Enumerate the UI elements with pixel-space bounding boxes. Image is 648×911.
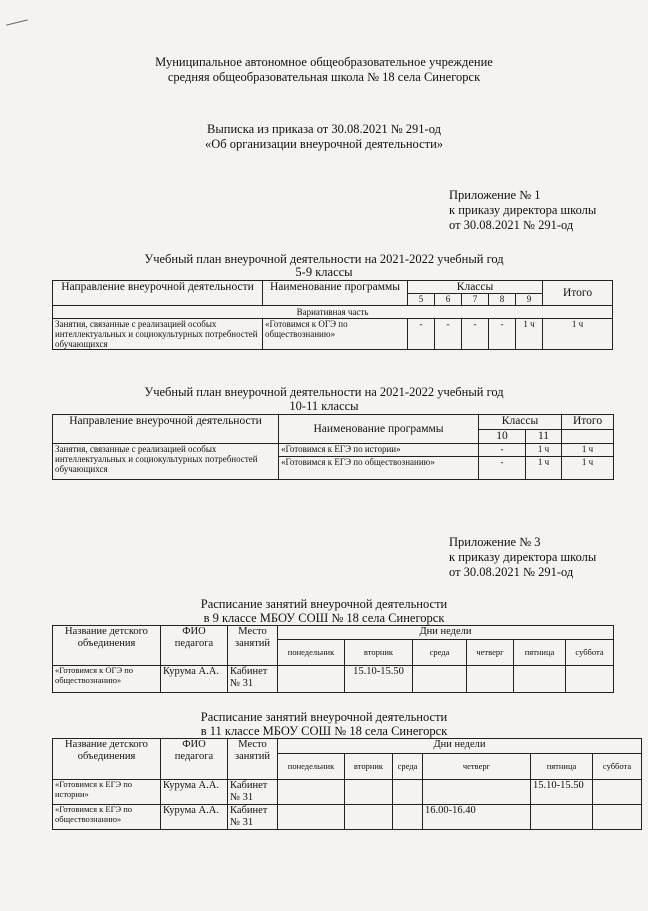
sched2-row1-place: Кабинет № 31	[228, 780, 278, 805]
plan1-row-program: «Готовимся к ОГЭ по обществознанию»	[263, 319, 408, 350]
plan2-row1-program: «Готовимся к ЕГЭ по истории»	[279, 444, 479, 457]
appendix3-line-1: Приложение № 3	[449, 535, 541, 549]
plan2-header-classes: Классы	[479, 415, 562, 430]
extract-subtitle: «Об организации внеурочной деятельности»	[204, 137, 444, 151]
plan2-total-empty	[562, 430, 614, 444]
plan2-table	[52, 414, 614, 480]
org-name-line-1: Муниципальное автономное общеобразовательное учреждение	[155, 55, 493, 69]
sched2-day-saturday: суббота	[593, 754, 642, 780]
plan2-row2-program: «Готовимся к ЕГЭ по обществознанию»	[279, 457, 479, 480]
sched1-row-monday	[278, 666, 345, 693]
plan2-row2-total: 1 ч	[562, 457, 614, 480]
sched2-row1-thursday	[423, 780, 531, 805]
appendix1-line-1: Приложение № 1	[449, 188, 541, 202]
plan2-row2-grade-10: -	[479, 457, 526, 480]
sched2-table	[52, 738, 642, 830]
plan1-row-direction: Занятия, связанные с реализацией особых интеллектуальных и социокультурных потребностей обучающихся	[53, 319, 263, 350]
plan1-row-total: 1 ч	[543, 319, 613, 350]
sched2-day-tuesday: вторник	[345, 754, 393, 780]
appendix3-line-3: от 30.08.2021 № 291-од	[449, 565, 574, 579]
sched2-row1-teacher: Курума А.А.	[161, 780, 228, 805]
sched2-day-wednesday: среда	[393, 754, 423, 780]
plan1-table	[52, 280, 613, 350]
sched1-header-name: Название детского объединения	[53, 626, 161, 666]
sched1-day-tuesday: вторник	[345, 640, 413, 666]
sched2-row1-wednesday	[393, 780, 423, 805]
sched2-day-monday: понедельник	[278, 754, 345, 780]
sched2-row2-friday	[531, 805, 593, 830]
sched2-row1-name: «Готовимся к ЕГЭ по истории»	[53, 780, 161, 805]
plan2-row1-total: 1 ч	[562, 444, 614, 457]
sched1-row-saturday	[566, 666, 614, 693]
plan1-grade-8: 8	[489, 294, 516, 306]
plan1-header-direction: Направление внеурочной деятельности	[53, 281, 263, 306]
scan-mark	[6, 19, 28, 25]
plan1-row-grade-6: -	[435, 319, 462, 350]
sched2-row2-place: Кабинет № 31	[228, 805, 278, 830]
plan2-grade-11: 11	[526, 430, 562, 444]
plan2-grade-10: 10	[479, 430, 526, 444]
plan2-subtitle: 10-11 классы	[289, 399, 359, 413]
plan2-direction: Занятия, связанные с реализацией особых интеллектуальных и социокультурных потребностей обучающихся	[53, 444, 279, 480]
plan2-header-program: Наименование программы	[279, 415, 479, 444]
sched1-day-saturday: суббота	[566, 640, 614, 666]
plan1-header-classes: Классы	[408, 281, 543, 294]
sched1-row-wednesday	[413, 666, 467, 693]
appendix1-line-3: от 30.08.2021 № 291-од	[449, 218, 574, 232]
plan1-header-total: Итого	[543, 281, 613, 306]
plan2-row1-grade-10: -	[479, 444, 526, 457]
sched2-header-name: Название детского объединения	[53, 739, 161, 780]
plan1-row-grade-7: -	[462, 319, 489, 350]
sched1-table	[52, 625, 614, 693]
sched2-row2-saturday	[593, 805, 642, 830]
plan1-row-grade-8: -	[489, 319, 516, 350]
sched1-day-wednesday: среда	[413, 640, 467, 666]
plan1-row-grade-9: 1 ч	[516, 319, 543, 350]
plan2-row2-grade-11: 1 ч	[526, 457, 562, 480]
sched2-row2-name: «Готовимся к ЕГЭ по обществознанию»	[53, 805, 161, 830]
sched1-row-name: «Готовимся к ОГЭ по обществознанию»	[53, 666, 161, 693]
sched1-row-place: Кабинет № 31	[228, 666, 278, 693]
plan1-header-program: Наименование программы	[263, 281, 408, 306]
sched1-row-thursday	[467, 666, 514, 693]
sched1-day-friday: пятница	[514, 640, 566, 666]
plan2-header-direction: Направление внеурочной деятельности	[53, 415, 279, 444]
sched1-day-thursday: четверг	[467, 640, 514, 666]
sched1-row-teacher: Курума А.А.	[161, 666, 228, 693]
sched2-row2-teacher: Курума А.А.	[161, 805, 228, 830]
sched2-header-days: Дни недели	[278, 739, 642, 754]
appendix3-line-2: к приказу директора школы	[449, 550, 597, 564]
plan1-section: Вариативная часть	[53, 306, 613, 319]
extract-title: Выписка из приказа от 30.08.2021 № 291-од	[207, 122, 441, 136]
sched2-day-friday: пятница	[531, 754, 593, 780]
sched1-row-friday	[514, 666, 566, 693]
plan1-subtitle: 5-9 классы	[295, 265, 353, 279]
sched1-title: Расписание занятий внеурочной деятельности	[200, 597, 448, 611]
sched2-row1-monday	[278, 780, 345, 805]
sched2-row2-monday	[278, 805, 345, 830]
sched2-title: Расписание занятий внеурочной деятельности	[200, 710, 448, 724]
sched2-row2-thursday: 16.00-16.40	[423, 805, 531, 830]
sched2-row1-saturday	[593, 780, 642, 805]
appendix1-line-2: к приказу директора школы	[449, 203, 597, 217]
sched1-day-monday: понедельник	[278, 640, 345, 666]
org-name-line-2: средняя общеобразовательная школа № 18 села Синегорск	[167, 70, 481, 84]
sched1-subtitle: в 9 классе МБОУ СОШ № 18 села Синегорск	[203, 611, 445, 625]
plan1-title: Учебный план внеурочной деятельности на 2021-2022 учебный год	[144, 252, 504, 266]
plan2-header-total: Итого	[562, 415, 614, 430]
plan1-grade-9: 9	[516, 294, 543, 306]
sched2-row1-tuesday	[345, 780, 393, 805]
sched1-header-place: Место занятий	[228, 626, 278, 666]
sched2-header-teacher: ФИО педагога	[161, 739, 228, 780]
plan2-row1-grade-11: 1 ч	[526, 444, 562, 457]
sched1-header-teacher: ФИО педагога	[161, 626, 228, 666]
sched2-row1-friday: 15.10-15.50	[531, 780, 593, 805]
plan1-grade-7: 7	[462, 294, 489, 306]
sched2-subtitle: в 11 классе МБОУ СОШ № 18 села Синегорск	[200, 724, 448, 738]
sched2-row2-wednesday	[393, 805, 423, 830]
plan1-grade-6: 6	[435, 294, 462, 306]
sched1-header-days: Дни недели	[278, 626, 614, 640]
plan2-title: Учебный план внеурочной деятельности на 2021-2022 учебный год	[144, 385, 504, 399]
sched2-header-place: Место занятий	[228, 739, 278, 780]
sched2-day-thursday: четверг	[423, 754, 531, 780]
plan1-row-grade-5: -	[408, 319, 435, 350]
sched2-row2-tuesday	[345, 805, 393, 830]
plan1-grade-5: 5	[408, 294, 435, 306]
sched1-row-tuesday: 15.10-15.50	[345, 666, 413, 693]
